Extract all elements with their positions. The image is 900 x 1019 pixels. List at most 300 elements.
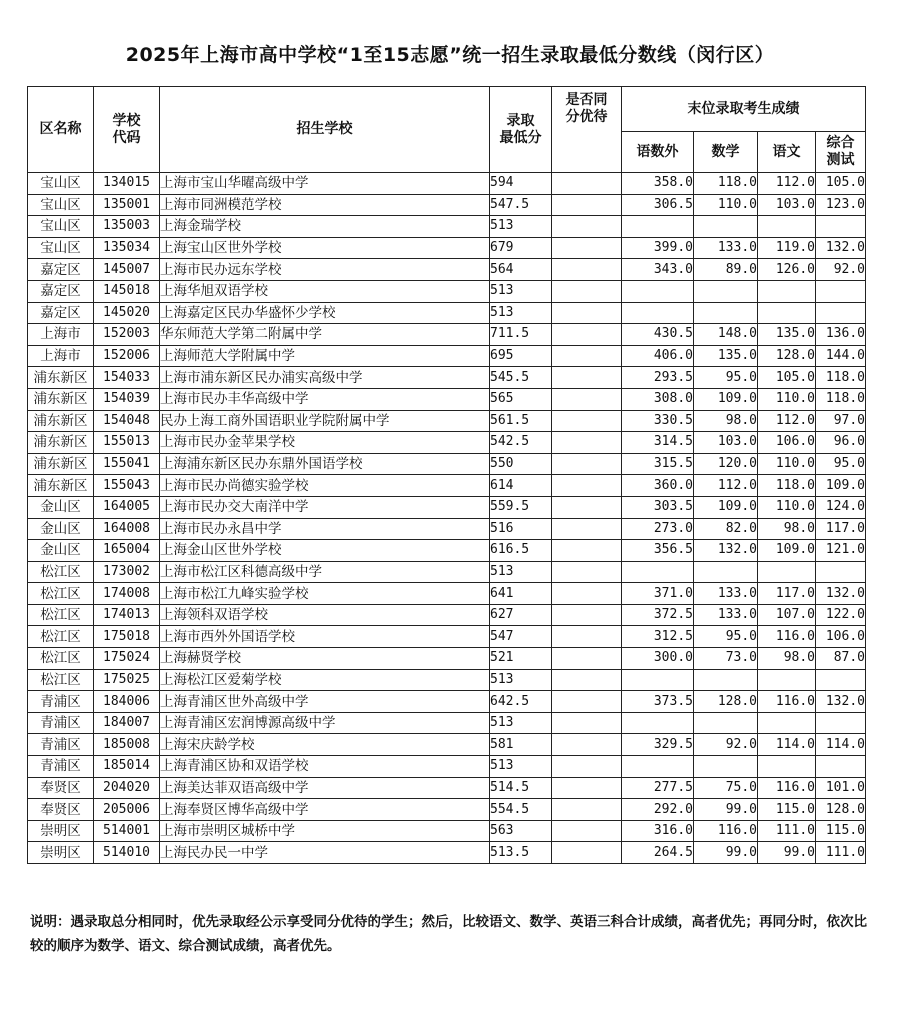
cell-math: 148.0 (694, 324, 758, 346)
cell-math: 75.0 (694, 777, 758, 799)
cell-chinese: 110.0 (758, 496, 816, 518)
cell-district: 松江区 (28, 626, 94, 648)
cell-math (694, 302, 758, 324)
cell-min-score: 513 (490, 712, 552, 734)
cell-tie-priority (552, 432, 622, 454)
cell-school: 上海美达菲双语高级中学 (160, 777, 490, 799)
cell-min-score: 695 (490, 345, 552, 367)
cell-tie-priority (552, 756, 622, 778)
cell-code: 185014 (94, 756, 160, 778)
cell-ysw: 329.5 (622, 734, 694, 756)
cell-code: 164005 (94, 496, 160, 518)
cell-school: 上海金山区世外学校 (160, 540, 490, 562)
cell-school: 上海赫贤学校 (160, 648, 490, 670)
cell-tie-priority (552, 388, 622, 410)
cell-ysw: 371.0 (622, 583, 694, 605)
cell-chinese: 103.0 (758, 194, 816, 216)
cell-chinese (758, 712, 816, 734)
cell-min-score: 513.5 (490, 842, 552, 864)
cell-code: 175018 (94, 626, 160, 648)
cell-school: 上海金瑞学校 (160, 216, 490, 238)
cell-code: 184007 (94, 712, 160, 734)
cell-tie-priority (552, 626, 622, 648)
cell-comprehensive: 87.0 (816, 648, 866, 670)
cell-district: 青浦区 (28, 691, 94, 713)
cell-min-score: 559.5 (490, 496, 552, 518)
cell-chinese: 106.0 (758, 432, 816, 454)
cell-ysw: 308.0 (622, 388, 694, 410)
cell-math: 92.0 (694, 734, 758, 756)
cell-min-score: 514.5 (490, 777, 552, 799)
cell-ysw: 315.5 (622, 453, 694, 475)
table-row (28, 583, 866, 605)
cell-min-score: 547.5 (490, 194, 552, 216)
cell-district: 宝山区 (28, 237, 94, 259)
cell-comprehensive: 144.0 (816, 345, 866, 367)
cell-school: 华东师范大学第二附属中学 (160, 324, 490, 346)
header-district: 区名称 (28, 87, 94, 173)
cell-school: 上海民办民一中学 (160, 842, 490, 864)
cell-school: 上海市浦东新区民办浦实高级中学 (160, 367, 490, 389)
cell-ysw (622, 756, 694, 778)
cell-school: 上海宝山区世外学校 (160, 237, 490, 259)
cell-school: 上海市宝山华曜高级中学 (160, 173, 490, 195)
cell-math: 112.0 (694, 475, 758, 497)
cell-ysw: 264.5 (622, 842, 694, 864)
cell-chinese (758, 669, 816, 691)
cell-tie-priority (552, 173, 622, 195)
cell-district: 奉贤区 (28, 799, 94, 821)
cell-code: 205006 (94, 799, 160, 821)
cell-chinese: 109.0 (758, 540, 816, 562)
cell-tie-priority (552, 583, 622, 605)
cell-min-score: 513 (490, 216, 552, 238)
cell-code: 152003 (94, 324, 160, 346)
cell-math: 98.0 (694, 410, 758, 432)
cell-tie-priority (552, 842, 622, 864)
cell-tie-priority (552, 302, 622, 324)
cell-district: 嘉定区 (28, 259, 94, 281)
cell-district: 浦东新区 (28, 432, 94, 454)
cell-math (694, 216, 758, 238)
cell-school: 上海市民办尚德实验学校 (160, 475, 490, 497)
cell-tie-priority (552, 712, 622, 734)
cell-ysw (622, 669, 694, 691)
table-row (28, 626, 866, 648)
cell-tie-priority (552, 194, 622, 216)
cell-district: 上海市 (28, 324, 94, 346)
cell-code: 145007 (94, 259, 160, 281)
table-row (28, 259, 866, 281)
cell-comprehensive: 109.0 (816, 475, 866, 497)
cell-min-score: 513 (490, 669, 552, 691)
cell-tie-priority (552, 691, 622, 713)
cell-school: 上海领科双语学校 (160, 604, 490, 626)
header-comprehensive: 综合 测试 (816, 132, 866, 173)
cell-min-score: 554.5 (490, 799, 552, 821)
cell-chinese: 114.0 (758, 734, 816, 756)
cell-math: 82.0 (694, 518, 758, 540)
cell-comprehensive: 132.0 (816, 237, 866, 259)
cell-tie-priority (552, 280, 622, 302)
cell-code: 185008 (94, 734, 160, 756)
table-row (28, 345, 866, 367)
cell-tie-priority (552, 475, 622, 497)
cell-chinese: 116.0 (758, 777, 816, 799)
header-school: 招生学校 (160, 87, 490, 173)
cell-district: 金山区 (28, 496, 94, 518)
cell-ysw: 292.0 (622, 799, 694, 821)
cell-math (694, 712, 758, 734)
cell-comprehensive: 122.0 (816, 604, 866, 626)
cell-comprehensive (816, 216, 866, 238)
cell-code: 165004 (94, 540, 160, 562)
cell-min-score: 581 (490, 734, 552, 756)
header-tie-priority: 是否同 分优待 (552, 87, 622, 173)
cell-chinese: 116.0 (758, 691, 816, 713)
cell-tie-priority (552, 324, 622, 346)
table-row (28, 453, 866, 475)
cell-comprehensive: 97.0 (816, 410, 866, 432)
cell-school: 民办上海工商外国语职业学院附属中学 (160, 410, 490, 432)
explanation-note: 说明：遇录取总分相同时，优先录取经公示享受同分优待的学生；然后，比较语文、数学、英语三科合计成绩，高者优先；再同分时，依次比较的顺序为数学、语文、综合测试成绩，高者优先。 (30, 914, 867, 954)
cell-school: 上海青浦区协和双语学校 (160, 756, 490, 778)
cell-code: 155041 (94, 453, 160, 475)
cell-chinese: 118.0 (758, 475, 816, 497)
table-row (28, 410, 866, 432)
cell-ysw: 306.5 (622, 194, 694, 216)
cell-ysw: 343.0 (622, 259, 694, 281)
table-row (28, 194, 866, 216)
cell-school: 上海市民办丰华高级中学 (160, 388, 490, 410)
cell-school: 上海宋庆龄学校 (160, 734, 490, 756)
cell-code: 145018 (94, 280, 160, 302)
cell-math: 109.0 (694, 496, 758, 518)
cell-chinese: 135.0 (758, 324, 816, 346)
table-row (28, 237, 866, 259)
cell-district: 崇明区 (28, 820, 94, 842)
cell-comprehensive (816, 280, 866, 302)
cell-comprehensive: 96.0 (816, 432, 866, 454)
cell-district: 松江区 (28, 669, 94, 691)
cell-code: 155043 (94, 475, 160, 497)
table-row (28, 648, 866, 670)
cell-school: 上海浦东新区民办东鼎外国语学校 (160, 453, 490, 475)
cell-school: 上海市松江区科德高级中学 (160, 561, 490, 583)
cell-district: 松江区 (28, 561, 94, 583)
cell-chinese (758, 561, 816, 583)
cell-math: 89.0 (694, 259, 758, 281)
cell-comprehensive: 114.0 (816, 734, 866, 756)
cell-comprehensive: 132.0 (816, 691, 866, 713)
cell-math: 133.0 (694, 604, 758, 626)
cell-chinese: 117.0 (758, 583, 816, 605)
cell-comprehensive: 136.0 (816, 324, 866, 346)
cell-district: 浦东新区 (28, 367, 94, 389)
cell-tie-priority (552, 561, 622, 583)
cell-min-score: 614 (490, 475, 552, 497)
cell-tie-priority (552, 734, 622, 756)
cell-math: 95.0 (694, 367, 758, 389)
cell-school: 上海市民办交大南洋中学 (160, 496, 490, 518)
cell-min-score: 550 (490, 453, 552, 475)
cell-chinese: 119.0 (758, 237, 816, 259)
table-row (28, 842, 866, 864)
cell-district: 浦东新区 (28, 453, 94, 475)
cell-math: 116.0 (694, 820, 758, 842)
cell-code: 173002 (94, 561, 160, 583)
table-row (28, 561, 866, 583)
cell-district: 嘉定区 (28, 280, 94, 302)
header-chinese: 语文 (758, 132, 816, 173)
cell-school: 上海市崇明区城桥中学 (160, 820, 490, 842)
cell-math: 73.0 (694, 648, 758, 670)
cell-min-score: 547 (490, 626, 552, 648)
cell-code: 184006 (94, 691, 160, 713)
cell-tie-priority (552, 799, 622, 821)
cell-chinese: 115.0 (758, 799, 816, 821)
cell-math: 135.0 (694, 345, 758, 367)
cell-school: 上海市松江九峰实验学校 (160, 583, 490, 605)
cell-math: 109.0 (694, 388, 758, 410)
cell-ysw: 430.5 (622, 324, 694, 346)
cell-school: 上海奉贤区博华高级中学 (160, 799, 490, 821)
cell-district: 金山区 (28, 540, 94, 562)
cell-ysw: 399.0 (622, 237, 694, 259)
table-row (28, 669, 866, 691)
cell-district: 上海市 (28, 345, 94, 367)
cell-code: 145020 (94, 302, 160, 324)
header-min-score: 录取 最低分 (490, 87, 552, 173)
cell-tie-priority (552, 518, 622, 540)
cell-ysw: 303.5 (622, 496, 694, 518)
cell-chinese: 112.0 (758, 173, 816, 195)
cell-school: 上海市民办永昌中学 (160, 518, 490, 540)
cell-ysw (622, 561, 694, 583)
cell-chinese: 99.0 (758, 842, 816, 864)
cell-comprehensive: 92.0 (816, 259, 866, 281)
cell-math: 128.0 (694, 691, 758, 713)
cell-ysw: 330.5 (622, 410, 694, 432)
cell-code: 152006 (94, 345, 160, 367)
cell-min-score: 513 (490, 561, 552, 583)
cell-min-score: 641 (490, 583, 552, 605)
table-row (28, 216, 866, 238)
cell-math (694, 280, 758, 302)
table-row (28, 432, 866, 454)
cell-comprehensive: 101.0 (816, 777, 866, 799)
table-row (28, 518, 866, 540)
page-title: 2025年上海市高中学校“1至15志愿”统一招生录取最低分数线（闵行区） (125, 44, 775, 66)
header-last-admitted: 末位录取考生成绩 (622, 87, 866, 132)
cell-district: 奉贤区 (28, 777, 94, 799)
cell-math: 120.0 (694, 453, 758, 475)
cell-comprehensive: 128.0 (816, 799, 866, 821)
cell-school: 上海松江区爱菊学校 (160, 669, 490, 691)
cell-comprehensive: 118.0 (816, 388, 866, 410)
cell-code: 135001 (94, 194, 160, 216)
cell-comprehensive: 132.0 (816, 583, 866, 605)
cell-code: 164008 (94, 518, 160, 540)
cell-math: 110.0 (694, 194, 758, 216)
cell-tie-priority (552, 410, 622, 432)
cell-chinese: 110.0 (758, 453, 816, 475)
cell-code: 175024 (94, 648, 160, 670)
table-row (28, 777, 866, 799)
header-ysw: 语数外 (622, 132, 694, 173)
cell-tie-priority (552, 453, 622, 475)
cell-comprehensive: 115.0 (816, 820, 866, 842)
cell-comprehensive (816, 302, 866, 324)
cell-tie-priority (552, 367, 622, 389)
cell-comprehensive: 123.0 (816, 194, 866, 216)
table-row (28, 756, 866, 778)
cell-school: 上海青浦区世外高级中学 (160, 691, 490, 713)
cell-tie-priority (552, 820, 622, 842)
cell-min-score: 513 (490, 756, 552, 778)
cell-tie-priority (552, 777, 622, 799)
cell-min-score: 564 (490, 259, 552, 281)
cell-ysw: 293.5 (622, 367, 694, 389)
cell-ysw: 273.0 (622, 518, 694, 540)
cell-chinese: 116.0 (758, 626, 816, 648)
cell-chinese: 98.0 (758, 648, 816, 670)
cell-comprehensive: 111.0 (816, 842, 866, 864)
header-code: 学校 代码 (94, 87, 160, 173)
cell-chinese (758, 216, 816, 238)
cell-min-score: 542.5 (490, 432, 552, 454)
cell-code: 154033 (94, 367, 160, 389)
cell-district: 松江区 (28, 604, 94, 626)
cell-tie-priority (552, 669, 622, 691)
cell-district: 松江区 (28, 583, 94, 605)
cell-min-score: 594 (490, 173, 552, 195)
cell-ysw: 406.0 (622, 345, 694, 367)
table-row (28, 475, 866, 497)
table-row (28, 324, 866, 346)
cell-math: 95.0 (694, 626, 758, 648)
cell-code: 174013 (94, 604, 160, 626)
table-row (28, 604, 866, 626)
score-table (27, 86, 866, 864)
table-row (28, 691, 866, 713)
cell-comprehensive (816, 669, 866, 691)
cell-tie-priority (552, 540, 622, 562)
cell-chinese (758, 756, 816, 778)
score-table-body (28, 173, 866, 864)
cell-ysw: 372.5 (622, 604, 694, 626)
cell-min-score: 711.5 (490, 324, 552, 346)
cell-ysw (622, 216, 694, 238)
cell-comprehensive (816, 561, 866, 583)
cell-ysw: 314.5 (622, 432, 694, 454)
cell-school: 上海青浦区宏润博源高级中学 (160, 712, 490, 734)
cell-comprehensive (816, 756, 866, 778)
table-row (28, 820, 866, 842)
cell-school: 上海市民办金苹果学校 (160, 432, 490, 454)
table-row (28, 302, 866, 324)
cell-ysw (622, 712, 694, 734)
cell-code: 175025 (94, 669, 160, 691)
cell-min-score: 679 (490, 237, 552, 259)
cell-tie-priority (552, 496, 622, 518)
cell-math: 133.0 (694, 583, 758, 605)
cell-district: 青浦区 (28, 756, 94, 778)
cell-min-score: 545.5 (490, 367, 552, 389)
cell-code: 134015 (94, 173, 160, 195)
cell-comprehensive: 105.0 (816, 173, 866, 195)
cell-code: 155013 (94, 432, 160, 454)
cell-school: 上海嘉定区民办华盛怀少学校 (160, 302, 490, 324)
cell-district: 浦东新区 (28, 410, 94, 432)
cell-school: 上海市民办远东学校 (160, 259, 490, 281)
table-row (28, 367, 866, 389)
table-row (28, 280, 866, 302)
cell-ysw: 373.5 (622, 691, 694, 713)
cell-code: 174008 (94, 583, 160, 605)
cell-math (694, 561, 758, 583)
cell-comprehensive: 106.0 (816, 626, 866, 648)
cell-chinese: 110.0 (758, 388, 816, 410)
cell-math (694, 669, 758, 691)
cell-code: 135003 (94, 216, 160, 238)
cell-comprehensive: 124.0 (816, 496, 866, 518)
cell-school: 上海市西外外国语学校 (160, 626, 490, 648)
cell-tie-priority (552, 604, 622, 626)
cell-district: 青浦区 (28, 734, 94, 756)
cell-chinese: 111.0 (758, 820, 816, 842)
cell-tie-priority (552, 259, 622, 281)
cell-code: 514001 (94, 820, 160, 842)
table-row (28, 496, 866, 518)
cell-tie-priority (552, 216, 622, 238)
cell-chinese: 126.0 (758, 259, 816, 281)
cell-comprehensive: 95.0 (816, 453, 866, 475)
cell-district: 宝山区 (28, 216, 94, 238)
cell-school: 上海师范大学附属中学 (160, 345, 490, 367)
cell-min-score: 521 (490, 648, 552, 670)
cell-district: 浦东新区 (28, 388, 94, 410)
header-math: 数学 (694, 132, 758, 173)
cell-code: 135034 (94, 237, 160, 259)
cell-min-score: 516 (490, 518, 552, 540)
cell-chinese: 98.0 (758, 518, 816, 540)
cell-ysw: 300.0 (622, 648, 694, 670)
cell-math: 118.0 (694, 173, 758, 195)
table-row (28, 540, 866, 562)
cell-min-score: 565 (490, 388, 552, 410)
cell-code: 154039 (94, 388, 160, 410)
cell-district: 宝山区 (28, 194, 94, 216)
cell-chinese (758, 302, 816, 324)
cell-school: 上海市同洲模范学校 (160, 194, 490, 216)
table-row (28, 799, 866, 821)
cell-min-score: 627 (490, 604, 552, 626)
cell-ysw (622, 280, 694, 302)
cell-comprehensive (816, 712, 866, 734)
cell-tie-priority (552, 345, 622, 367)
cell-min-score: 561.5 (490, 410, 552, 432)
cell-ysw: 358.0 (622, 173, 694, 195)
cell-district: 金山区 (28, 518, 94, 540)
cell-district: 青浦区 (28, 712, 94, 734)
table-row (28, 712, 866, 734)
cell-math: 132.0 (694, 540, 758, 562)
cell-comprehensive: 117.0 (816, 518, 866, 540)
cell-chinese (758, 280, 816, 302)
cell-tie-priority (552, 237, 622, 259)
table-row (28, 173, 866, 195)
